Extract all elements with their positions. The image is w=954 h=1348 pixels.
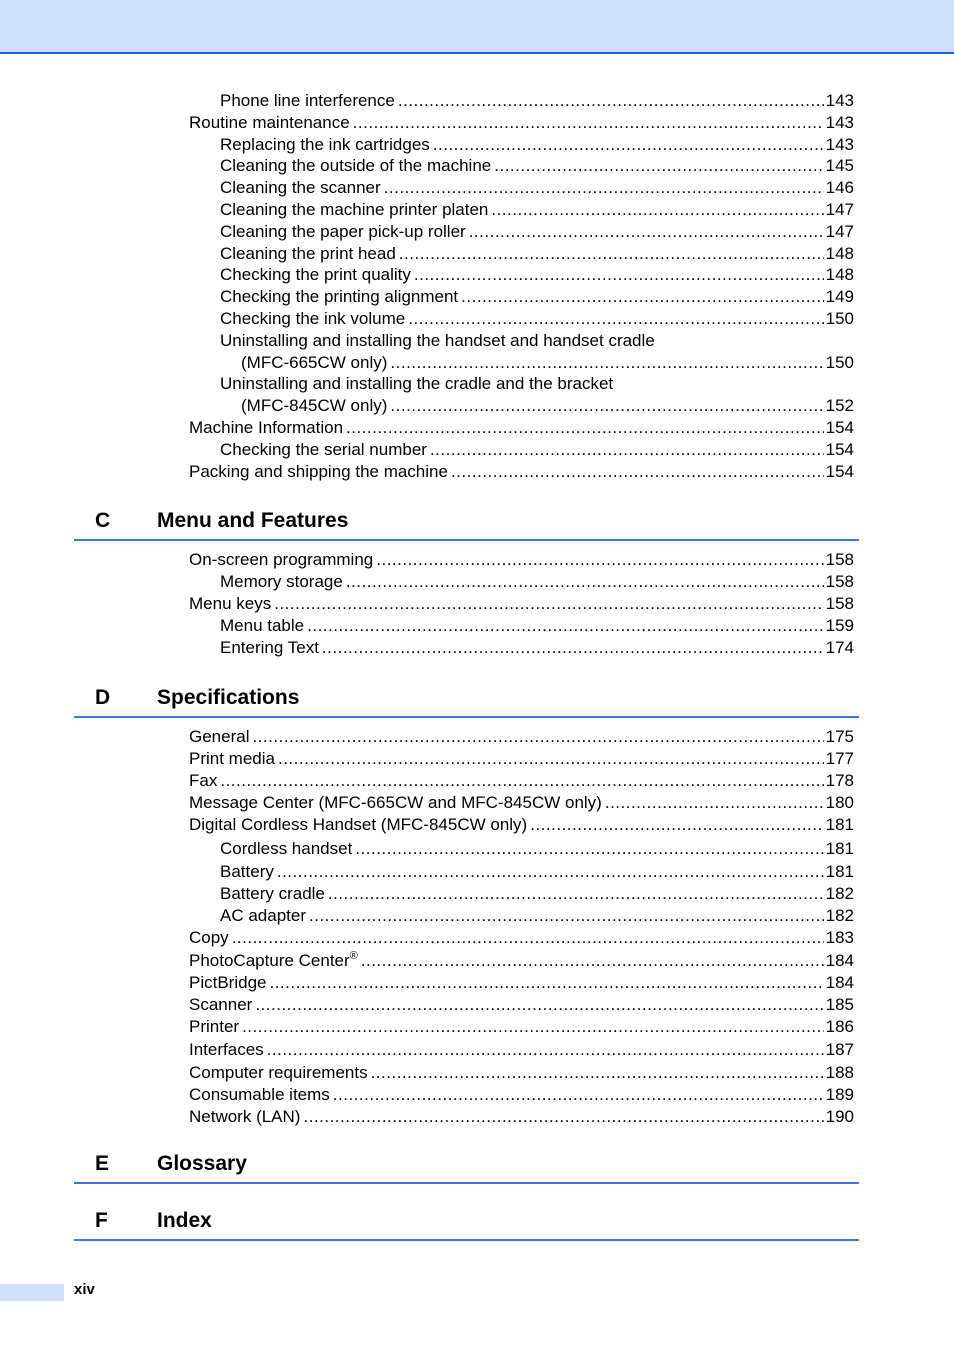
toc-entry-title [220, 905, 306, 927]
toc-entry[interactable] [189, 549, 854, 571]
toc-page-number: 158 [825, 550, 854, 569]
section-title: Menu and Features [157, 509, 349, 532]
toc-page-number: 158 [825, 594, 854, 613]
toc-entry[interactable] [220, 615, 854, 637]
dot-leader [430, 439, 824, 461]
toc-entry-heading[interactable] [220, 330, 655, 352]
toc-entry-title-text: Digital Cordless Handset (MFC-845CW only) [189, 815, 528, 834]
toc-entry-title [220, 264, 411, 286]
toc-page-number: 146 [825, 178, 854, 197]
toc-page-number: 187 [825, 1040, 854, 1059]
toc-entry[interactable] [220, 199, 854, 221]
toc-entry[interactable] [220, 838, 854, 860]
toc-entry-title-text: Consumable items [189, 1085, 330, 1104]
toc-entry-title [189, 770, 217, 792]
toc-entry-title-text: Network (LAN) [189, 1107, 301, 1126]
toc-entry-title [189, 950, 358, 972]
toc-entry-title-text: Cordless handset [220, 839, 353, 858]
toc-page-number: 182 [825, 884, 854, 903]
toc-page-number: 149 [825, 287, 854, 306]
dot-leader [491, 199, 823, 221]
toc-entry-title-text: Cleaning the scanner [220, 178, 381, 197]
toc-page-number: 186 [825, 1017, 854, 1036]
toc-entry-title [220, 155, 491, 177]
toc-page-number: 145 [825, 156, 854, 175]
dot-leader [433, 134, 824, 156]
toc-page-number: 177 [825, 749, 854, 768]
registered-mark: ® [349, 950, 358, 962]
dot-leader [333, 1084, 824, 1106]
toc-entry-title-text: Routine maintenance [189, 113, 350, 132]
toc-entry[interactable] [220, 905, 854, 927]
toc-entry-title-text: Checking the serial number [220, 440, 427, 459]
dot-leader [303, 1106, 823, 1128]
toc-entry-title [220, 134, 430, 156]
toc-entry-heading[interactable] [220, 373, 613, 395]
toc-entry-title-text: Message Center (MFC-665CW and MFC-845CW only) [189, 793, 602, 812]
toc-entry[interactable] [220, 637, 854, 659]
section-title: Index [157, 1209, 212, 1232]
toc-entry-title-text: AC adapter [220, 906, 306, 925]
toc-entry-title-text: Phone line interference [220, 91, 395, 110]
toc-page-number: 182 [825, 906, 854, 925]
toc-page-number: 189 [825, 1085, 854, 1104]
toc-entry-title [189, 814, 527, 836]
dot-leader [267, 1039, 824, 1061]
toc-entry[interactable] [189, 994, 854, 1016]
toc-entry[interactable] [220, 177, 854, 199]
section-title: Glossary [157, 1152, 247, 1175]
dot-leader [384, 177, 824, 199]
toc-entry-title-text: Cleaning the print head [220, 244, 396, 263]
toc-entry-title [241, 395, 387, 417]
dot-leader [220, 770, 823, 792]
toc-entry[interactable] [189, 112, 854, 134]
toc-entry-title [220, 221, 466, 243]
dot-leader [346, 571, 824, 593]
section-letter: E [95, 1152, 110, 1175]
toc-entry-title [241, 352, 387, 374]
toc-entry-title [189, 994, 252, 1016]
toc-entry[interactable] [189, 1016, 854, 1038]
toc-entry-title-text: General [189, 727, 250, 746]
toc-page-number: 178 [825, 771, 854, 790]
header-band [0, 0, 954, 54]
toc-entry-title [220, 308, 405, 330]
footer-tab [0, 1284, 64, 1301]
toc-page-number: 158 [825, 572, 854, 591]
dot-leader [399, 243, 824, 265]
toc-page-number: 184 [825, 951, 854, 970]
toc-entry[interactable] [189, 814, 854, 836]
dot-leader [252, 726, 823, 748]
dot-leader [361, 950, 824, 972]
toc-entry[interactable] [220, 571, 854, 593]
toc-entry-title-text: Entering Text [220, 638, 319, 657]
toc-entry-title-text: Packing and shipping the machine [189, 462, 448, 481]
toc-entry-title [220, 615, 304, 637]
toc-entry-title-text: Printer [189, 1017, 240, 1036]
toc-entry-title [220, 838, 352, 860]
toc-page-number: 188 [825, 1063, 854, 1082]
toc-entry-title [220, 90, 395, 112]
toc-entry-title-text: Battery [220, 862, 274, 881]
toc-page-number: 143 [825, 113, 854, 132]
toc-page-number: 147 [825, 200, 854, 219]
section-heading[interactable] [74, 1203, 859, 1241]
toc-entry-title-text: PhotoCapture Center [189, 951, 350, 970]
toc-page-number: 185 [825, 995, 854, 1014]
toc-entry-title [189, 461, 448, 483]
toc-page-number: 143 [825, 135, 854, 154]
toc-entry-title-text: Cleaning the machine printer platen [220, 200, 489, 219]
toc-entry-title-text: Menu keys [189, 594, 272, 613]
toc-entry-title-text: Scanner [189, 995, 253, 1014]
toc-page-number: 175 [825, 727, 854, 746]
section-letter: F [95, 1209, 108, 1232]
dot-leader [390, 352, 823, 374]
dot-leader [355, 838, 823, 860]
toc-page-number: 147 [825, 222, 854, 241]
dot-leader [376, 549, 823, 571]
toc-entry-title [220, 883, 325, 905]
toc-entry[interactable] [220, 264, 854, 286]
toc-entry-title [189, 549, 373, 571]
dot-leader [346, 417, 824, 439]
toc-entry[interactable] [220, 155, 854, 177]
toc-entry-title [220, 637, 319, 659]
toc-entry-title [189, 927, 229, 949]
toc-entry[interactable] [220, 243, 854, 265]
dot-leader [353, 112, 824, 134]
dot-leader [328, 883, 824, 905]
toc-entry-title-text: (MFC-845CW only) [241, 396, 388, 415]
toc-entry-title [189, 972, 266, 994]
toc-entry[interactable] [189, 593, 854, 615]
toc-entry-title-text: Memory storage [220, 572, 343, 591]
toc-page-number: 183 [825, 928, 854, 947]
toc-entry-title-text: On-screen programming [189, 550, 374, 569]
page-number: xiv [74, 1281, 95, 1298]
toc-entry[interactable] [220, 90, 854, 112]
toc-entry-title: Uninstalling and installing the handset and handset cradle [220, 331, 655, 350]
toc-entry[interactable] [220, 439, 854, 461]
toc-entry-title [220, 571, 343, 593]
section-heading[interactable] [74, 680, 859, 718]
toc-entry[interactable] [220, 308, 854, 330]
dot-leader [309, 905, 824, 927]
toc-page-number: 181 [825, 839, 854, 858]
toc-entry[interactable] [189, 927, 854, 949]
dot-leader [278, 748, 824, 770]
dot-leader [390, 395, 823, 417]
section-heading[interactable] [74, 503, 859, 541]
toc-entry-title [220, 286, 458, 308]
toc-entry-title [189, 1016, 239, 1038]
toc-page-number: 154 [825, 418, 854, 437]
toc-entry[interactable] [220, 286, 854, 308]
dot-leader [494, 155, 823, 177]
toc-entry-title [189, 1084, 330, 1106]
toc-entry-title-text: Copy [189, 928, 229, 947]
toc-entry-title [189, 792, 602, 814]
toc-entry[interactable] [189, 770, 854, 792]
toc-entry-title-text: PictBridge [189, 973, 267, 992]
toc-entry[interactable] [189, 726, 854, 748]
toc-entry-title [220, 439, 427, 461]
dot-leader [242, 1016, 824, 1038]
toc-entry-title [220, 177, 381, 199]
toc-entry-title-text: Replacing the ink cartridges [220, 135, 430, 154]
toc-page-number: 143 [825, 91, 854, 110]
toc-entry[interactable] [241, 395, 854, 417]
toc-entry-title-text: Fax [189, 771, 218, 790]
toc-page-number: 181 [825, 815, 854, 834]
toc-entry[interactable] [241, 352, 854, 374]
toc-entry-title-text: Menu table [220, 616, 305, 635]
toc-entry-title [189, 1106, 300, 1128]
dot-leader [277, 861, 824, 883]
toc-page-number: 180 [825, 793, 854, 812]
toc-entry-title [189, 593, 271, 615]
toc-entry-title-text: (MFC-665CW only) [241, 353, 388, 372]
toc-entry-title [189, 1062, 368, 1084]
dot-leader [307, 615, 824, 637]
dot-leader [274, 593, 823, 615]
toc-entry-title [189, 726, 249, 748]
dot-leader [469, 221, 824, 243]
dot-leader [461, 286, 823, 308]
dot-leader [408, 308, 823, 330]
toc-entry[interactable] [189, 1062, 854, 1084]
toc-entry-title-text: Cleaning the paper pick-up roller [220, 222, 466, 241]
toc-entry[interactable] [220, 134, 854, 156]
toc-entry[interactable] [189, 1084, 854, 1106]
toc-entry-title-text: Checking the ink volume [220, 309, 406, 328]
toc-entry-title: Uninstalling and installing the cradle and the bracket [220, 374, 614, 393]
section-heading[interactable] [74, 1146, 859, 1184]
dot-leader [414, 264, 824, 286]
toc-page-number: 154 [825, 462, 854, 481]
toc-entry-title [220, 243, 396, 265]
toc-entry[interactable] [189, 972, 854, 994]
toc-entry-title-text: Machine Information [189, 418, 344, 437]
toc-entry-title-text: Battery cradle [220, 884, 325, 903]
toc-entry-title-text: Interfaces [189, 1040, 264, 1059]
toc-entry[interactable] [189, 792, 854, 814]
dot-leader [322, 637, 824, 659]
section-letter: D [95, 686, 111, 709]
toc-page-number: 181 [825, 862, 854, 881]
toc-page-number: 148 [825, 265, 854, 284]
toc-page-number: 154 [825, 440, 854, 459]
toc-entry-title [189, 1039, 264, 1061]
toc-entry-title-text: Print media [189, 749, 275, 768]
toc-entry-title [189, 748, 275, 770]
section-title: Specifications [157, 686, 300, 709]
toc-entry[interactable] [189, 1106, 854, 1128]
toc-page-number: 174 [825, 638, 854, 657]
toc-page-number: 159 [825, 616, 854, 635]
toc-page-number: 148 [825, 244, 854, 263]
toc-page-number: 184 [825, 973, 854, 992]
dot-leader [605, 792, 824, 814]
toc-entry-title [189, 417, 343, 439]
toc-entry[interactable] [189, 461, 854, 483]
toc-entry-title-text: Checking the printing alignment [220, 287, 459, 306]
toc-entry[interactable] [220, 883, 854, 905]
toc-entry[interactable] [189, 1039, 854, 1061]
toc-page-number: 150 [825, 353, 854, 372]
toc-entry[interactable] [189, 950, 854, 972]
dot-leader [255, 994, 823, 1016]
toc-page-number: 190 [825, 1107, 854, 1126]
dot-leader [371, 1062, 824, 1084]
toc-entry-title-text: Computer requirements [189, 1063, 368, 1082]
toc-entry[interactable] [220, 221, 854, 243]
toc-entry[interactable] [220, 861, 854, 883]
toc-entry-title [220, 199, 488, 221]
toc-entry-title [189, 112, 350, 134]
dot-leader [530, 814, 823, 836]
section-letter: C [95, 509, 111, 532]
toc-page-number: 150 [825, 309, 854, 328]
toc-entry-title [220, 861, 274, 883]
dot-leader [269, 972, 823, 994]
toc-entry-title-text: Cleaning the outside of the machine [220, 156, 492, 175]
toc-entry-title-text: Checking the print quality [220, 265, 411, 284]
dot-leader [398, 90, 824, 112]
toc-page-number: 152 [825, 396, 854, 415]
toc-entry[interactable] [189, 748, 854, 770]
dot-leader [451, 461, 824, 483]
toc-entry[interactable] [189, 417, 854, 439]
dot-leader [232, 927, 824, 949]
